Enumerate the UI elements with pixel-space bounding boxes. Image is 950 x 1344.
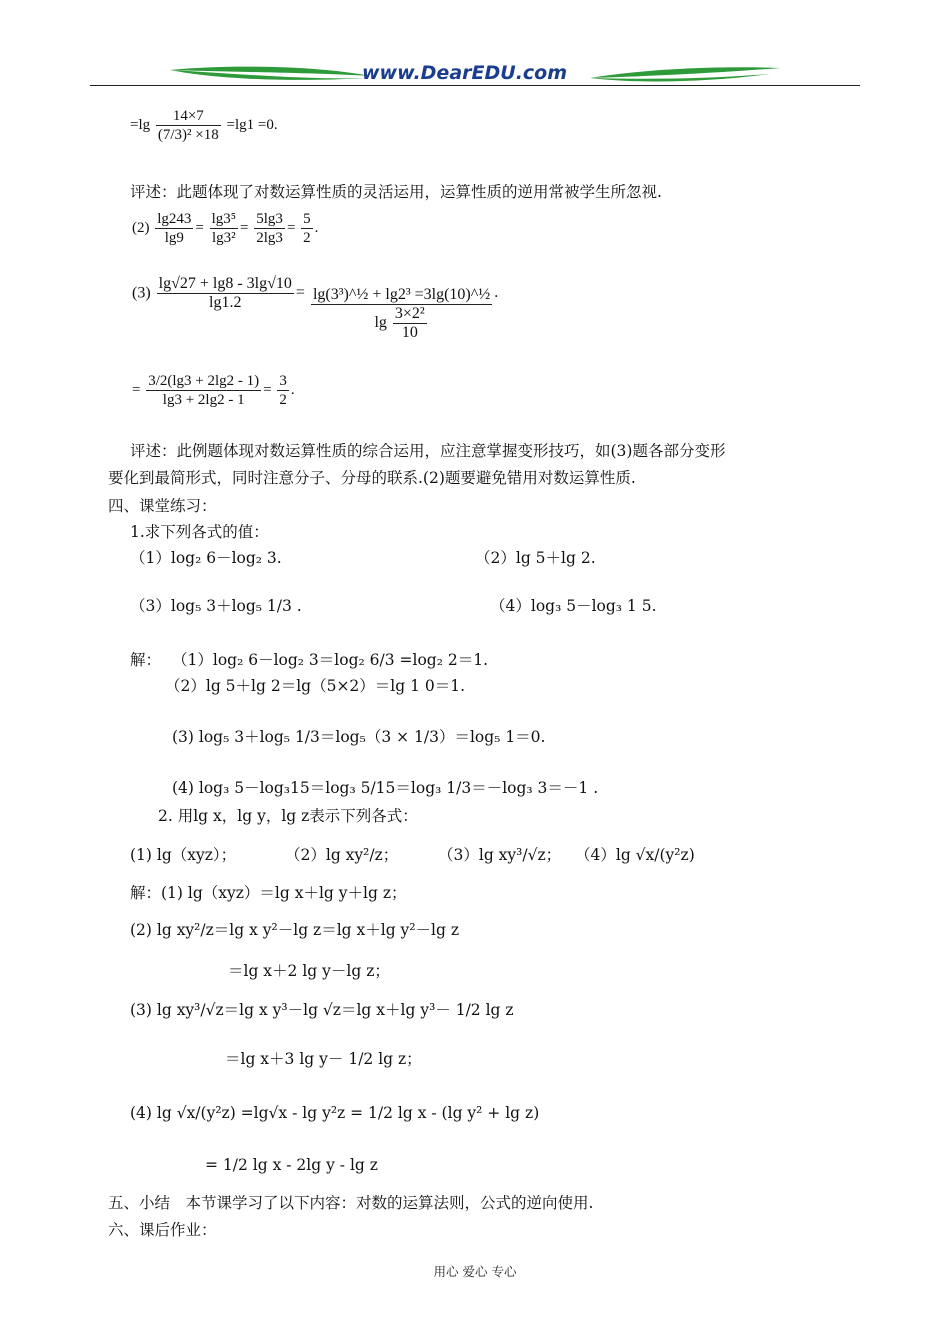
- question-2: 2. 用lg x，lg y，lg z表示下列各式：: [158, 807, 418, 825]
- question-1-part-4: （4）log₃ 5－log₃ 1 5.: [490, 597, 657, 615]
- question-1-part-3: （3）log₅ 3＋log₅ 1/3 .: [130, 597, 302, 615]
- expr-part-3: (3) $\frac{\lg√27 + \lg 8 - 3\lg√10}{\lg 1.2}$ = lg(3³)^½ + lg2³ =3lg(10)^½ lg $\frac{\text{3×2²}}{10}$ .: [132, 275, 499, 341]
- expr-line-1: =lg $\frac{14\times 7}{\text{(7/3)² ×18}}$ =lg1 =0.: [130, 108, 278, 143]
- question-1-part-2: （2）lg 5＋lg 2.: [475, 549, 596, 567]
- solution-2-part-1: 解：(1) lg（xyz）＝lg x＋lg y＋lg z；: [130, 884, 407, 902]
- solution-2-part-4b: = 1/2 lg x - 2lg y - lg z: [205, 1156, 378, 1174]
- solution-2-part-2a: (2) lg xy²/z＝lg x y²－lg z＝lg x＋lg y²－lg z: [130, 921, 460, 939]
- solution-1-part-4: (4) log₃ 5－log₃15＝log₃ 5/15＝log₃ 1/3＝－log₃ 3＝－1 .: [172, 779, 599, 797]
- page-footer: 用心 爱心 专心: [433, 1264, 517, 1279]
- solution-2-part-3a: (3) lg xy³/√z＝lg x y³－lg √z＝lg x＋lg y³－ 1/2 lg z: [130, 1001, 514, 1019]
- solution-1-label: 解：: [130, 651, 162, 669]
- question-2-part-2: （2）lg xy²/z；: [285, 846, 399, 864]
- solution-2-part-3b: ＝lg x＋3 lg y－ 1/2 lg z；: [225, 1050, 422, 1068]
- expr-part-2: (2) $\frac{\lg 243}{\lg 9}$ = $\frac{\text{lg3⁵}}{\text{lg3²}}$ = $\frac{5\lg 3}{2\lg 3}$ = $\frac{5}{2}$ .: [132, 211, 319, 246]
- section-4-heading: 四、课堂练习：: [108, 497, 217, 515]
- comment-2-line-2: 要化到最简形式，同时注意分子、分母的联系.(2)题要避免错用对数运算性质.: [108, 469, 636, 487]
- section-6-heading: 六、课后作业：: [108, 1221, 217, 1239]
- solution-1-part-2: （2）lg 5＋lg 2＝lg（5×2）＝lg 1 0＝1.: [165, 677, 466, 695]
- question-1-part-1: （1）log₂ 6－log₂ 3.: [130, 549, 282, 567]
- header-banner: [170, 60, 780, 86]
- question-1: 1.求下列各式的值：: [130, 523, 269, 541]
- solution-1-part-3: (3) log₅ 3＋log₅ 1/3＝log₅（3 × 1/3）＝log₅ 1＝0.: [172, 728, 546, 746]
- question-2-part-1: (1) lg（xyz）；: [130, 846, 237, 864]
- solution-2-part-4a: (4) lg √x/(y²z) =lg√x - lg y²z = 1/2 lg x - (lg y² + lg z): [130, 1104, 540, 1122]
- section-5-summary: 五、小结 本节课学习了以下内容：对数的运算法则，公式的逆向使用.: [108, 1194, 594, 1212]
- header-rule: [90, 85, 860, 86]
- comment-1: 评述：此题体现了对数运算性质的灵活运用，运算性质的逆用常被学生所忽视.: [130, 183, 662, 201]
- question-2-part-3: （3）lg xy³/√z；: [438, 846, 562, 864]
- solution-1-part-1: （1）log₂ 6－log₂ 3＝log₂ 6/3 =log₂ 2＝1.: [172, 651, 489, 669]
- expr-part-3-result: = $\frac{3/2(\lg 3 + 2\lg 2 - 1)}{\lg 3 + 2\lg 2 - 1}$ = $\frac{3}{2}$ .: [132, 373, 295, 408]
- site-logo-text: www.DearEDU.com: [362, 62, 568, 84]
- solution-2-part-2b: ＝lg x＋2 lg y－lg z；: [228, 962, 390, 980]
- question-2-part-4: （4）lg √x/(y²z): [575, 846, 695, 864]
- comment-2-line-1: 评述：此例题体现对数运算性质的综合运用，应注意掌握变形技巧，如(3)题各部分变形: [130, 442, 726, 460]
